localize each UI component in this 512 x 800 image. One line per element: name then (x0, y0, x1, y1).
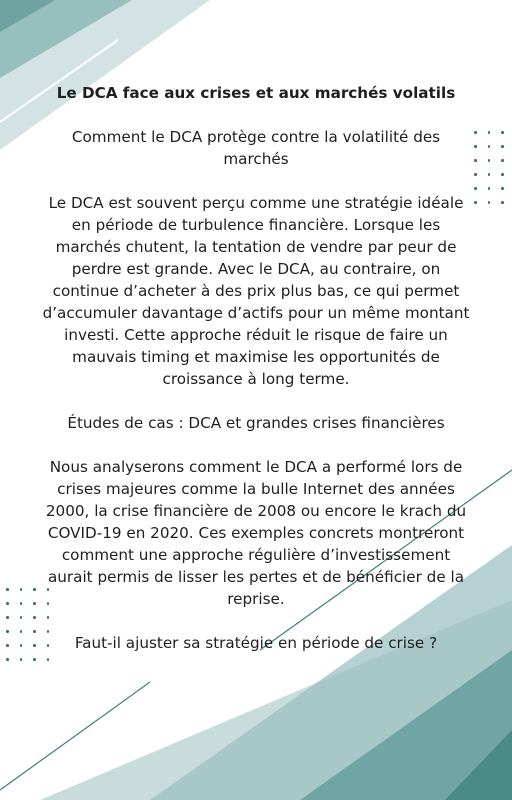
section-heading-adjust-strategy: Faut-il ajuster sa stratégie en période de crise ? (74, 634, 438, 652)
section-heading-volatility: Comment le DCA protège contre la volatilité des marchés (71, 128, 441, 168)
section-body-volatility: Le DCA est souvent perçu comme une stratégie idéale en période de turbulence financière. Lorsque les marchés chutent, la tentation de vendre par peur de perdre est grande. Avec le DCA, au contraire, on continue d’acheter à des prix plus bas, ce qui permet d’accumuler davantage d’actifs pour un même montant investi. Cette approche réduit le risque de faire un mauvais timing et maximise les opportunités de croissance à long terme. (42, 194, 470, 388)
document-content (40, 82, 472, 654)
section-body-case-studies: Nous analyserons comment le DCA a performé lors de crises majeures comme la bulle Internet des années 2000, la crise financière de 2008 ou encore le krach du COVID-19 en 2020. Ces exemples concrets montreront comment une approche régulière d’investissement aurait permis de lisser les pertes et de bénéficier de la reprise. (45, 458, 467, 608)
document-title: Le DCA face aux crises et aux marchés volatils (56, 84, 456, 102)
dot-pattern-top-right (474, 131, 512, 204)
section-heading-case-studies: Études de cas : DCA et grandes crises financières (67, 414, 445, 432)
